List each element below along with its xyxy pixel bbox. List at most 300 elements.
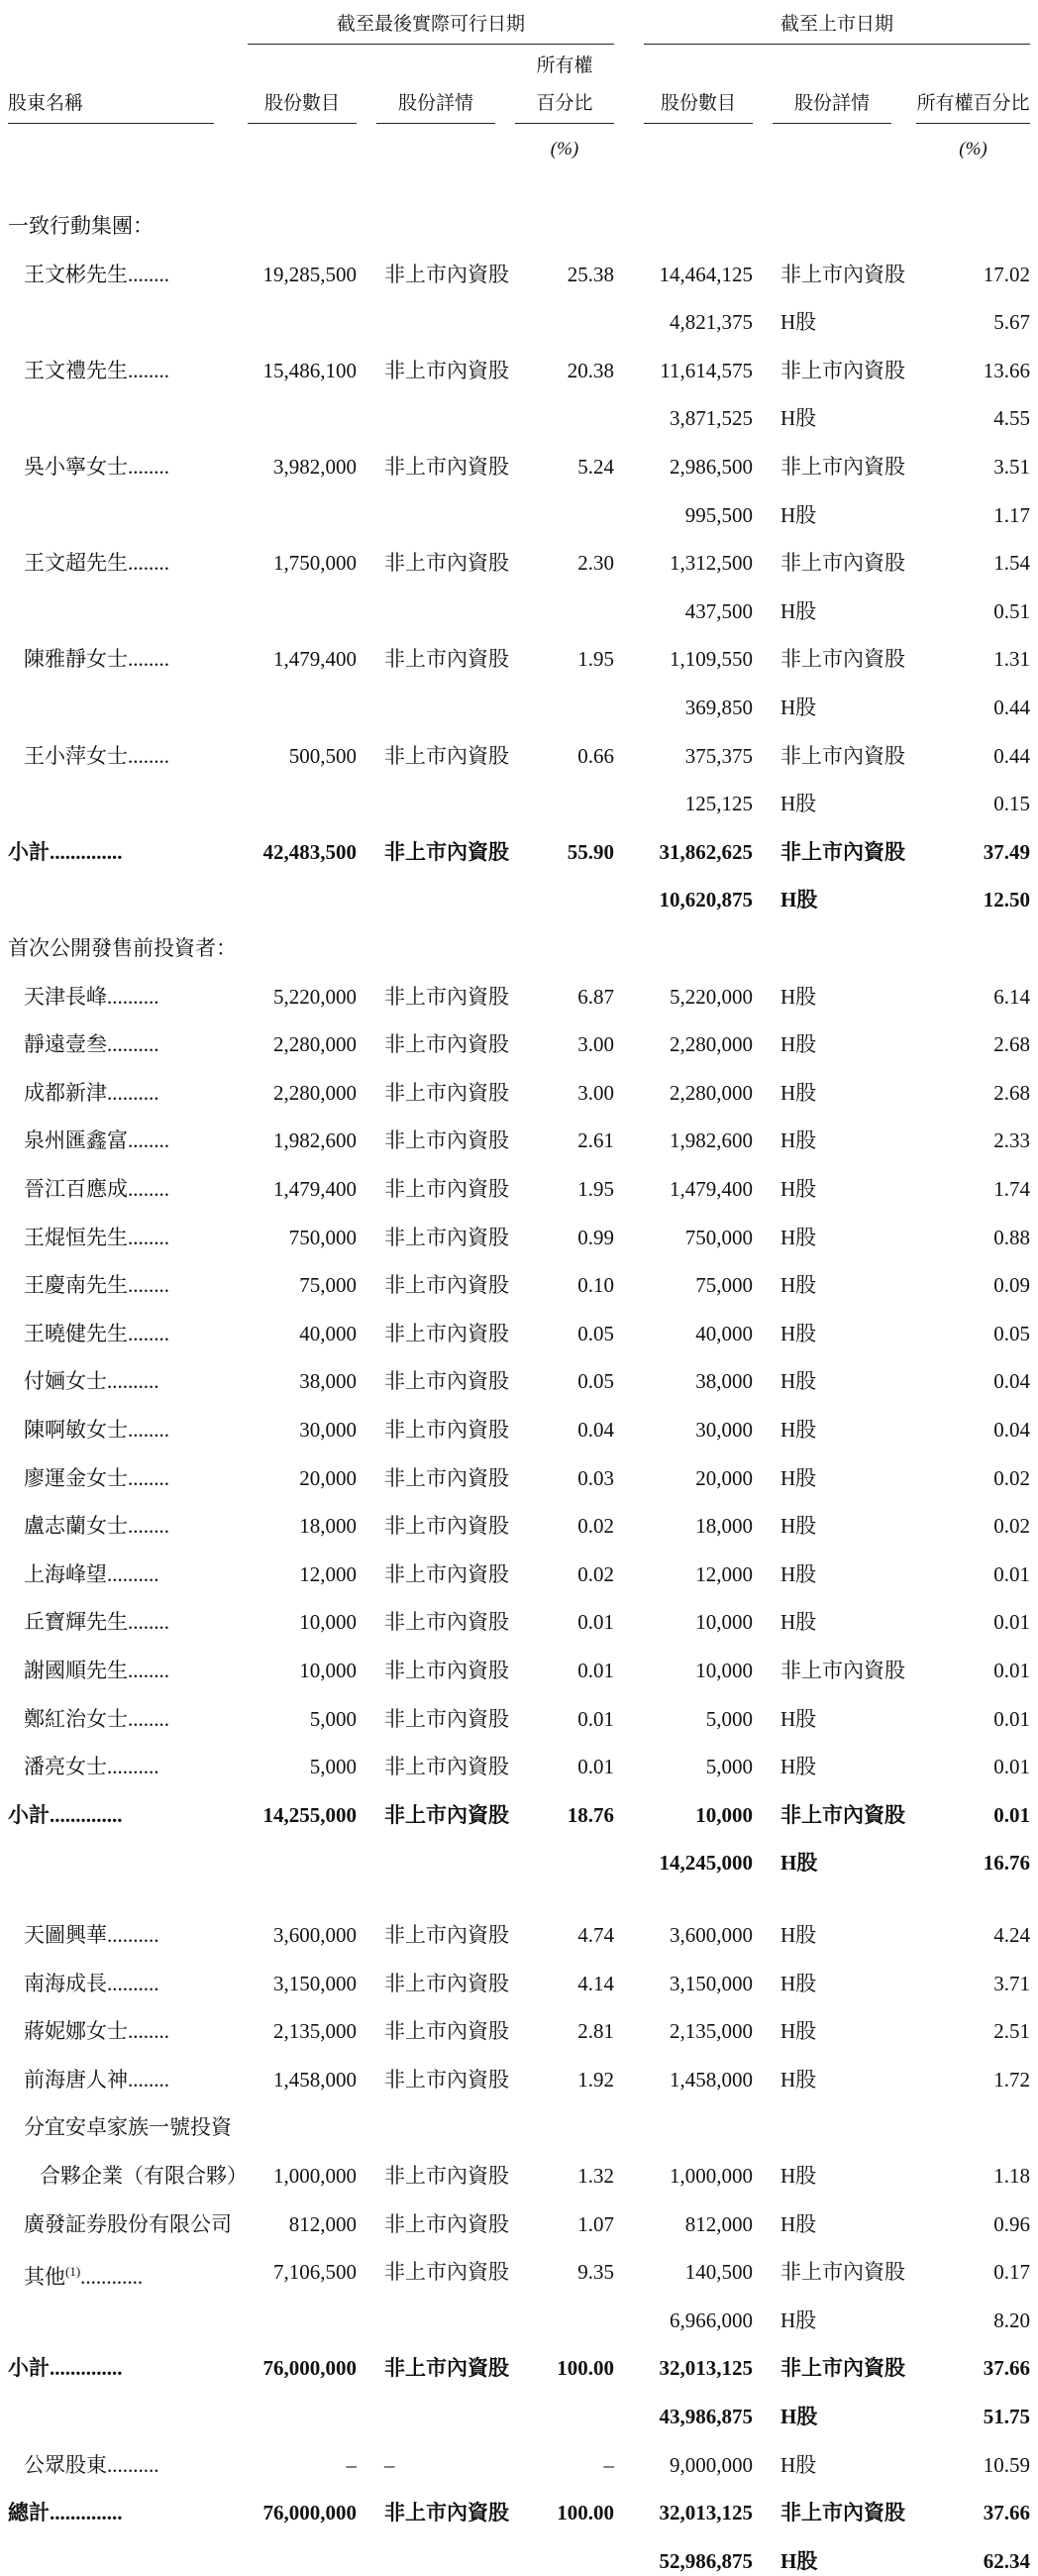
- cell-s2: 12,000: [695, 1561, 753, 1586]
- cell-d2: H股: [780, 310, 817, 335]
- cell-d2: 非上市內資股: [780, 1802, 905, 1827]
- col-header-ownership-latest-line2: 百分比: [536, 93, 593, 114]
- cell-s2: 750,000: [684, 1225, 753, 1249]
- cell-p2: 0.15: [993, 792, 1030, 816]
- cell-p2: 0.44: [993, 743, 1030, 768]
- cell-s2: 1,109,550: [670, 647, 753, 672]
- cell-s1: 1,982,600: [273, 1128, 357, 1153]
- cell-d1: 非上市內資股: [384, 262, 509, 286]
- cell-s2: 11,614,575: [660, 358, 753, 382]
- col-header-ownership-listing: 所有權百分比: [916, 93, 1030, 114]
- cell-s1: 14,255,000: [262, 1802, 357, 1827]
- cell-p1: 18.76: [567, 1802, 614, 1827]
- cell-s1: 12,000: [299, 1561, 357, 1586]
- cell-d2: H股: [780, 1080, 817, 1105]
- cell-shareholder-name: 王文禮先生........: [24, 358, 169, 382]
- cell-d2: H股: [780, 2548, 818, 2573]
- cell-p2: 0.17: [993, 2260, 1030, 2285]
- cell-p2: 51.75: [983, 2405, 1030, 2428]
- cell-d2: H股: [780, 2452, 817, 2477]
- cell-d1: 非上市內資股: [384, 2019, 509, 2044]
- cell-p1: 0.05: [577, 1321, 614, 1345]
- cell-p1: 0.66: [577, 743, 614, 768]
- cell-d1: –: [384, 2452, 395, 2477]
- cell-p2: 1.18: [993, 2164, 1030, 2188]
- cell-s2: 10,620,875: [659, 888, 753, 912]
- col-rule-ownership-listing: [916, 123, 1030, 124]
- cell-p1: 0.10: [577, 1273, 614, 1298]
- cell-p1: 4.14: [577, 1971, 614, 1995]
- cell-s2: 10,000: [695, 1610, 753, 1635]
- cell-p2: 3.51: [993, 455, 1030, 479]
- cell-d2: 非上市內資股: [780, 551, 905, 576]
- cell-d1: 非上市內資股: [384, 1465, 509, 1490]
- col-rule-detail-listing: [773, 123, 891, 124]
- cell-d2: 非上市內資股: [780, 1659, 905, 1682]
- cell-p1: 4.74: [577, 1923, 614, 1947]
- cell-shareholder-name: 其他$^{(1)}$............: [24, 2264, 144, 2290]
- cell-d1: 非上市內資股: [384, 1273, 509, 1298]
- cell-p2: 37.49: [983, 839, 1030, 864]
- cell-s2: 10,000: [695, 1659, 753, 1682]
- cell-p2: 0.51: [993, 598, 1030, 623]
- cell-p1: 0.99: [577, 1225, 614, 1249]
- cell-shareholder-name: 廖運金女士........: [24, 1465, 169, 1490]
- cell-p1: 1.92: [577, 2067, 614, 2092]
- cell-s1: 1,479,400: [273, 1177, 357, 1201]
- cell-p2: 16.76: [983, 1851, 1030, 1876]
- cell-p2: 0.01: [993, 1659, 1030, 1682]
- cell-shareholder-name: 王焜恒先生........: [24, 1225, 169, 1249]
- cell-d1: 非上市內資股: [384, 1177, 509, 1201]
- cell-d2: H股: [780, 1923, 817, 1947]
- cell-shareholder-name: 王慶南先生........: [24, 1273, 169, 1298]
- cell-p2: 1.72: [993, 2067, 1030, 2092]
- cell-s2: 5,000: [705, 1706, 753, 1731]
- cell-s2: 140,500: [684, 2260, 753, 2285]
- cell-s2: 6,966,000: [670, 2308, 753, 2332]
- cell-s1: 76,000,000: [262, 2501, 357, 2525]
- cell-p2: 0.02: [993, 1465, 1030, 1490]
- cell-p1: 0.05: [577, 1369, 614, 1394]
- cell-s2: 1,312,500: [670, 551, 753, 576]
- cell-s1: 5,000: [309, 1706, 357, 1731]
- cell-shareholder-name: 靜遠壹叁..........: [24, 1032, 159, 1057]
- cell-p2: 0.05: [993, 1321, 1030, 1345]
- cell-d1: 非上市內資股: [384, 743, 509, 768]
- cell-s2: 125,125: [684, 792, 753, 816]
- cell-s1: 40,000: [299, 1321, 357, 1345]
- cell-p2: 1.54: [993, 551, 1030, 576]
- cell-d2: H股: [780, 598, 817, 623]
- cell-shareholder-name: 小計..............: [8, 1802, 123, 1827]
- cell-s2: 2,280,000: [670, 1080, 753, 1105]
- cell-s2: 375,375: [684, 743, 753, 768]
- cell-s1: 750,000: [288, 1225, 357, 1249]
- cell-p1: 0.03: [577, 1465, 614, 1490]
- cell-p1: 1.07: [577, 2211, 614, 2236]
- col-header-detail-listing: 股份詳情: [793, 93, 870, 114]
- cell-s1: 38,000: [299, 1369, 357, 1394]
- cell-d1: 非上市內資股: [384, 1080, 509, 1105]
- cell-d1: 非上市內資股: [384, 2211, 509, 2236]
- cell-d2: H股: [780, 406, 817, 431]
- cell-p2: 0.04: [993, 1418, 1030, 1442]
- group-rule-listing: [644, 44, 1030, 45]
- cell-d1: 非上市內資股: [384, 455, 509, 479]
- cell-s1: 1,000,000: [273, 2164, 357, 2188]
- cell-d1: 非上市內資股: [384, 1418, 509, 1442]
- cell-s1: 3,982,000: [273, 455, 357, 479]
- cell-s2: 3,871,525: [670, 406, 753, 431]
- cell-shareholder-name: 丘寶輝先生........: [24, 1610, 169, 1635]
- cell-p1: 0.01: [577, 1755, 614, 1779]
- cell-d2: H股: [780, 984, 817, 1009]
- cell-p1: 0.01: [577, 1659, 614, 1682]
- cell-shareholder-name: 合夥企業（有限合夥）: [40, 2164, 248, 2188]
- cell-d1: 非上市內資股: [384, 1321, 509, 1345]
- cell-s1: 3,150,000: [273, 1971, 357, 1995]
- cell-p1: 0.01: [577, 1610, 614, 1635]
- cell-s1: 2,135,000: [273, 2019, 357, 2044]
- cell-p1: 6.87: [577, 984, 614, 1009]
- cell-s2: 9,000,000: [670, 2452, 753, 2477]
- cell-d2: H股: [780, 1851, 818, 1876]
- cell-p2: 37.66: [983, 2501, 1030, 2525]
- cell-s2: 812,000: [684, 2211, 753, 2236]
- cell-d2: H股: [780, 502, 817, 527]
- cell-d1: 非上市內資股: [384, 1128, 509, 1153]
- cell-shareholder-name: 天圖興華..........: [24, 1923, 159, 1947]
- cell-shareholder-name: 上海峰望..........: [24, 1561, 159, 1586]
- cell-d1: 非上市內資股: [384, 358, 509, 382]
- col-rule-name: [8, 123, 214, 124]
- cell-d2: H股: [780, 792, 817, 816]
- col-header-shares-latest: 股份數目: [263, 93, 340, 114]
- cell-p2: 12.50: [983, 888, 1030, 912]
- cell-p2: 37.66: [983, 2356, 1030, 2381]
- cell-p1: 1.95: [577, 647, 614, 672]
- cell-p1: 20.38: [567, 358, 614, 382]
- cell-d1: 非上市內資股: [384, 2356, 509, 2381]
- cell-shareholder-name: 南海成長..........: [24, 1971, 159, 1995]
- cell-p1: 0.02: [577, 1514, 614, 1539]
- cell-d2: 非上市內資股: [780, 647, 905, 672]
- cell-shareholder-name: 一致行動集團：: [8, 214, 154, 238]
- cell-shareholder-name: 廣發証券股份有限公司: [24, 2211, 232, 2236]
- cell-d1: 非上市內資股: [384, 1225, 509, 1249]
- cell-p2: 2.51: [993, 2019, 1030, 2044]
- col-rule-detail-latest: [376, 123, 495, 124]
- cell-p1: 2.61: [577, 1128, 614, 1153]
- cell-d1: 非上市內資股: [384, 1032, 509, 1057]
- cell-s1: 42,483,500: [262, 839, 357, 864]
- unit-percent-listing: (%): [959, 139, 987, 160]
- cell-s1: 19,285,500: [262, 262, 357, 286]
- cell-p1: 2.30: [577, 551, 614, 576]
- cell-shareholder-name: 晉江百應成........: [24, 1177, 169, 1201]
- cell-p1: 0.02: [577, 1561, 614, 1586]
- cell-s1: 812,000: [288, 2211, 357, 2236]
- cell-s2: 75,000: [695, 1273, 753, 1298]
- cell-p1: 100.00: [557, 2501, 614, 2525]
- cell-d2: H股: [780, 2211, 817, 2236]
- cell-d2: H股: [780, 1971, 817, 1995]
- cell-p2: 2.68: [993, 1080, 1030, 1105]
- cell-d1: 非上市內資股: [384, 2260, 509, 2285]
- cell-shareholder-name: 前海唐人神........: [24, 2067, 169, 2092]
- cell-d1: 非上市內資股: [384, 839, 509, 864]
- cell-d2: H股: [780, 1610, 817, 1635]
- cell-p2: 0.96: [993, 2211, 1030, 2236]
- cell-s1: 7,106,500: [273, 2260, 357, 2285]
- cell-d1: 非上市內資股: [384, 2164, 509, 2188]
- cell-d2: 非上市內資股: [780, 2260, 905, 2285]
- cell-d1: 非上市內資股: [384, 647, 509, 672]
- leader-dots: ............: [80, 2265, 144, 2290]
- col-rule-ownership-latest: [515, 123, 614, 124]
- cell-d1: 非上市內資股: [384, 1802, 509, 1827]
- unit-percent-latest: (%): [550, 139, 579, 160]
- cell-s2: 31,862,625: [659, 839, 753, 864]
- cell-d1: 非上市內資股: [384, 1923, 509, 1947]
- cell-d1: 非上市內資股: [384, 1706, 509, 1731]
- cell-shareholder-name: 鄭紅治女士........: [24, 1706, 169, 1731]
- cell-s1: 5,220,000: [273, 984, 357, 1009]
- cell-d1: 非上市內資股: [384, 984, 509, 1009]
- cell-s2: 1,458,000: [670, 2067, 753, 2092]
- cell-d2: H股: [780, 2164, 817, 2188]
- cell-s1: 1,479,400: [273, 647, 357, 672]
- cell-p1: 2.81: [577, 2019, 614, 2044]
- cell-p1: 1.95: [577, 1177, 614, 1201]
- cell-s1: 2,280,000: [273, 1080, 357, 1105]
- cell-s2: 5,000: [705, 1755, 753, 1779]
- cell-s2: 40,000: [695, 1321, 753, 1345]
- cell-p2: 0.09: [993, 1273, 1030, 1298]
- cell-s2: 2,280,000: [670, 1032, 753, 1057]
- cell-s1: 20,000: [299, 1465, 357, 1490]
- cell-d2: H股: [780, 2067, 817, 2092]
- cell-s2: 14,245,000: [659, 1851, 753, 1876]
- cell-d1: 非上市內資股: [384, 1610, 509, 1635]
- cell-p2: 0.02: [993, 1514, 1030, 1539]
- cell-s2: 18,000: [695, 1514, 753, 1539]
- cell-p1: 0.04: [577, 1418, 614, 1442]
- cell-d2: H股: [780, 1128, 817, 1153]
- cell-shareholder-name: 總計..............: [8, 2501, 123, 2525]
- cell-shareholder-name: 謝國順先生........: [24, 1659, 169, 1682]
- cell-s1: 75,000: [299, 1273, 357, 1298]
- cell-d2: 非上市內資股: [780, 743, 905, 768]
- cell-s2: 52,986,875: [659, 2548, 753, 2573]
- cell-p2: 62.34: [983, 2548, 1030, 2573]
- col-header-shares-listing: 股份數目: [660, 93, 736, 114]
- cell-shareholder-name: 王文彬先生........: [24, 262, 169, 286]
- cell-s2: 995,500: [684, 502, 753, 527]
- cell-p1: 1.32: [577, 2164, 614, 2188]
- cell-d2: 非上市內資股: [780, 2356, 905, 2381]
- cell-shareholder-name: 小計..............: [8, 839, 123, 864]
- cell-s2: 369,850: [684, 696, 753, 719]
- group-rule-latest: [248, 44, 614, 45]
- cell-d2: H股: [780, 1418, 817, 1442]
- cell-s1: 3,600,000: [273, 1923, 357, 1947]
- cell-d2: H股: [780, 888, 818, 912]
- group-header-listing-date: 截至上市日期: [779, 14, 893, 35]
- cell-s2: 5,220,000: [670, 984, 753, 1009]
- cell-p2: 10.59: [983, 2452, 1030, 2477]
- cell-d2: H股: [780, 1177, 817, 1201]
- cell-s2: 38,000: [695, 1369, 753, 1394]
- cell-d2: 非上市內資股: [780, 2501, 905, 2525]
- cell-s2: 2,135,000: [670, 2019, 753, 2044]
- cell-s1: 1,458,000: [273, 2067, 357, 2092]
- cell-p2: 8.20: [993, 2308, 1030, 2332]
- cell-p1: 3.00: [577, 1032, 614, 1057]
- cell-s1: 18,000: [299, 1514, 357, 1539]
- col-header-ownership-latest-line1: 所有權: [536, 55, 593, 76]
- cell-shareholder-name: 小計..............: [8, 2356, 123, 2381]
- cell-d2: H股: [780, 2019, 817, 2044]
- cell-shareholder-name: 分宜安卓家族一號投資: [24, 2115, 232, 2140]
- cell-s2: 3,150,000: [670, 1971, 753, 1995]
- cell-shareholder-name: 天津長峰..........: [24, 984, 159, 1009]
- cell-s2: 32,013,125: [659, 2356, 753, 2381]
- cell-p2: 1.17: [993, 502, 1030, 527]
- cell-s1: 15,486,100: [262, 358, 357, 382]
- cell-p2: 13.66: [983, 358, 1030, 382]
- cell-s1: 10,000: [299, 1659, 357, 1682]
- cell-d1: 非上市內資股: [384, 1659, 509, 1682]
- cell-shareholder-name: 泉州匯鑫富........: [24, 1128, 169, 1153]
- cell-d2: H股: [780, 1225, 817, 1249]
- col-header-shareholder-name: 股東名稱: [8, 93, 84, 114]
- cell-s1: 30,000: [299, 1418, 357, 1442]
- cell-s1: –: [346, 2452, 357, 2477]
- cell-d1: 非上市內資股: [384, 551, 509, 576]
- cell-s2: 30,000: [695, 1418, 753, 1442]
- col-rule-shares-latest: [248, 123, 357, 124]
- cell-d2: H股: [780, 2308, 817, 2332]
- cell-shareholder-name: 王文超先生........: [24, 551, 169, 576]
- cell-s1: 10,000: [299, 1610, 357, 1635]
- cell-p2: 2.68: [993, 1032, 1030, 1057]
- cell-d2: H股: [780, 1273, 817, 1298]
- cell-s1: 5,000: [309, 1755, 357, 1779]
- cell-shareholder-name: 公眾股東..........: [24, 2452, 159, 2477]
- cell-shareholder-name: 盧志蘭女士........: [24, 1514, 169, 1539]
- cell-p2: 0.01: [993, 1561, 1030, 1586]
- cell-p2: 0.44: [993, 696, 1030, 719]
- cell-s2: 1,982,600: [670, 1128, 753, 1153]
- cell-d1: 非上市內資股: [384, 1369, 509, 1394]
- cell-d2: H股: [780, 1706, 817, 1731]
- group-header-latest-practicable-date: 截至最後實際可行日期: [336, 14, 525, 35]
- col-rule-shares-listing: [644, 123, 753, 124]
- cell-s1: 76,000,000: [262, 2356, 357, 2381]
- cell-s2: 1,479,400: [670, 1177, 753, 1201]
- cell-s2: 2,986,500: [670, 455, 753, 479]
- cell-p2: 0.01: [993, 1610, 1030, 1635]
- cell-d2: H股: [780, 1514, 817, 1539]
- cell-d2: H股: [780, 1755, 817, 1779]
- cell-p2: 2.33: [993, 1128, 1030, 1153]
- cell-d2: H股: [780, 1561, 817, 1586]
- cell-s2: 437,500: [684, 598, 753, 623]
- cell-d2: H股: [780, 1321, 817, 1345]
- cell-shareholder-name: 首次公開發售前投資者：: [8, 936, 237, 960]
- cell-p2: 4.55: [993, 406, 1030, 431]
- cell-d2: H股: [780, 1369, 817, 1394]
- cell-s1: 2,280,000: [273, 1032, 357, 1057]
- cell-s2: 10,000: [695, 1802, 753, 1827]
- cell-p1: 5.24: [577, 455, 614, 479]
- cell-s2: 1,000,000: [670, 2164, 753, 2188]
- cell-s2: 43,986,875: [659, 2405, 753, 2428]
- cell-p1: 55.90: [567, 839, 614, 864]
- cell-shareholder-name: 王小萍女士........: [24, 743, 169, 768]
- cell-p2: 0.88: [993, 1225, 1030, 1249]
- cell-s1: 500,500: [288, 743, 357, 768]
- cell-d2: 非上市內資股: [780, 839, 905, 864]
- cell-s2: 20,000: [695, 1465, 753, 1490]
- cell-s2: 14,464,125: [659, 262, 753, 286]
- cell-p2: 5.67: [993, 310, 1030, 335]
- cell-p2: 0.01: [993, 1755, 1030, 1779]
- cell-s1: 1,750,000: [273, 551, 357, 576]
- cell-d2: H股: [780, 2405, 818, 2428]
- cell-shareholder-name: 成都新津..........: [24, 1080, 159, 1105]
- cell-p1: –: [603, 2452, 614, 2477]
- cell-s2: 3,600,000: [670, 1923, 753, 1947]
- cell-d2: H股: [780, 696, 817, 719]
- col-header-detail-latest: 股份詳情: [397, 93, 473, 114]
- cell-p1: 25.38: [567, 262, 614, 286]
- cell-p2: 0.01: [993, 1802, 1030, 1827]
- cell-d2: 非上市內資股: [780, 262, 905, 286]
- cell-s2: 32,013,125: [659, 2501, 753, 2525]
- cell-d1: 非上市內資股: [384, 2501, 509, 2525]
- cell-p2: 3.71: [993, 1971, 1030, 1995]
- cell-shareholder-name: 蔣妮娜女士........: [24, 2019, 169, 2044]
- cell-p2: 17.02: [983, 262, 1030, 286]
- cell-d2: H股: [780, 1032, 817, 1057]
- cell-shareholder-name: 王曉健先生........: [24, 1321, 169, 1345]
- cell-shareholder-name: 吳小寧女士........: [24, 455, 169, 479]
- cell-p2: 0.01: [993, 1706, 1030, 1731]
- cell-d1: 非上市內資股: [384, 1514, 509, 1539]
- cell-d2: H股: [780, 1465, 817, 1490]
- cell-d2: 非上市內資股: [780, 455, 905, 479]
- cell-p1: 100.00: [557, 2356, 614, 2381]
- cell-d1: 非上市內資股: [384, 1971, 509, 1995]
- cell-p1: 9.35: [577, 2260, 614, 2285]
- cell-d1: 非上市內資股: [384, 1755, 509, 1779]
- cell-shareholder-name: 陳啊敏女士........: [24, 1418, 169, 1442]
- cell-shareholder-name: 付婳女士..........: [24, 1369, 159, 1394]
- cell-shareholder-name: 潘亮女士..........: [24, 1755, 159, 1779]
- cell-p1: 3.00: [577, 1080, 614, 1105]
- cell-d1: 非上市內資股: [384, 2067, 509, 2092]
- cell-d2: 非上市內資股: [780, 358, 905, 382]
- cell-p2: 4.24: [993, 1923, 1030, 1947]
- cell-d1: 非上市內資股: [384, 1561, 509, 1586]
- cell-p2: 1.74: [993, 1177, 1030, 1201]
- cell-p2: 6.14: [993, 984, 1030, 1009]
- cell-p2: 1.31: [993, 647, 1030, 672]
- cell-p1: 0.01: [577, 1706, 614, 1731]
